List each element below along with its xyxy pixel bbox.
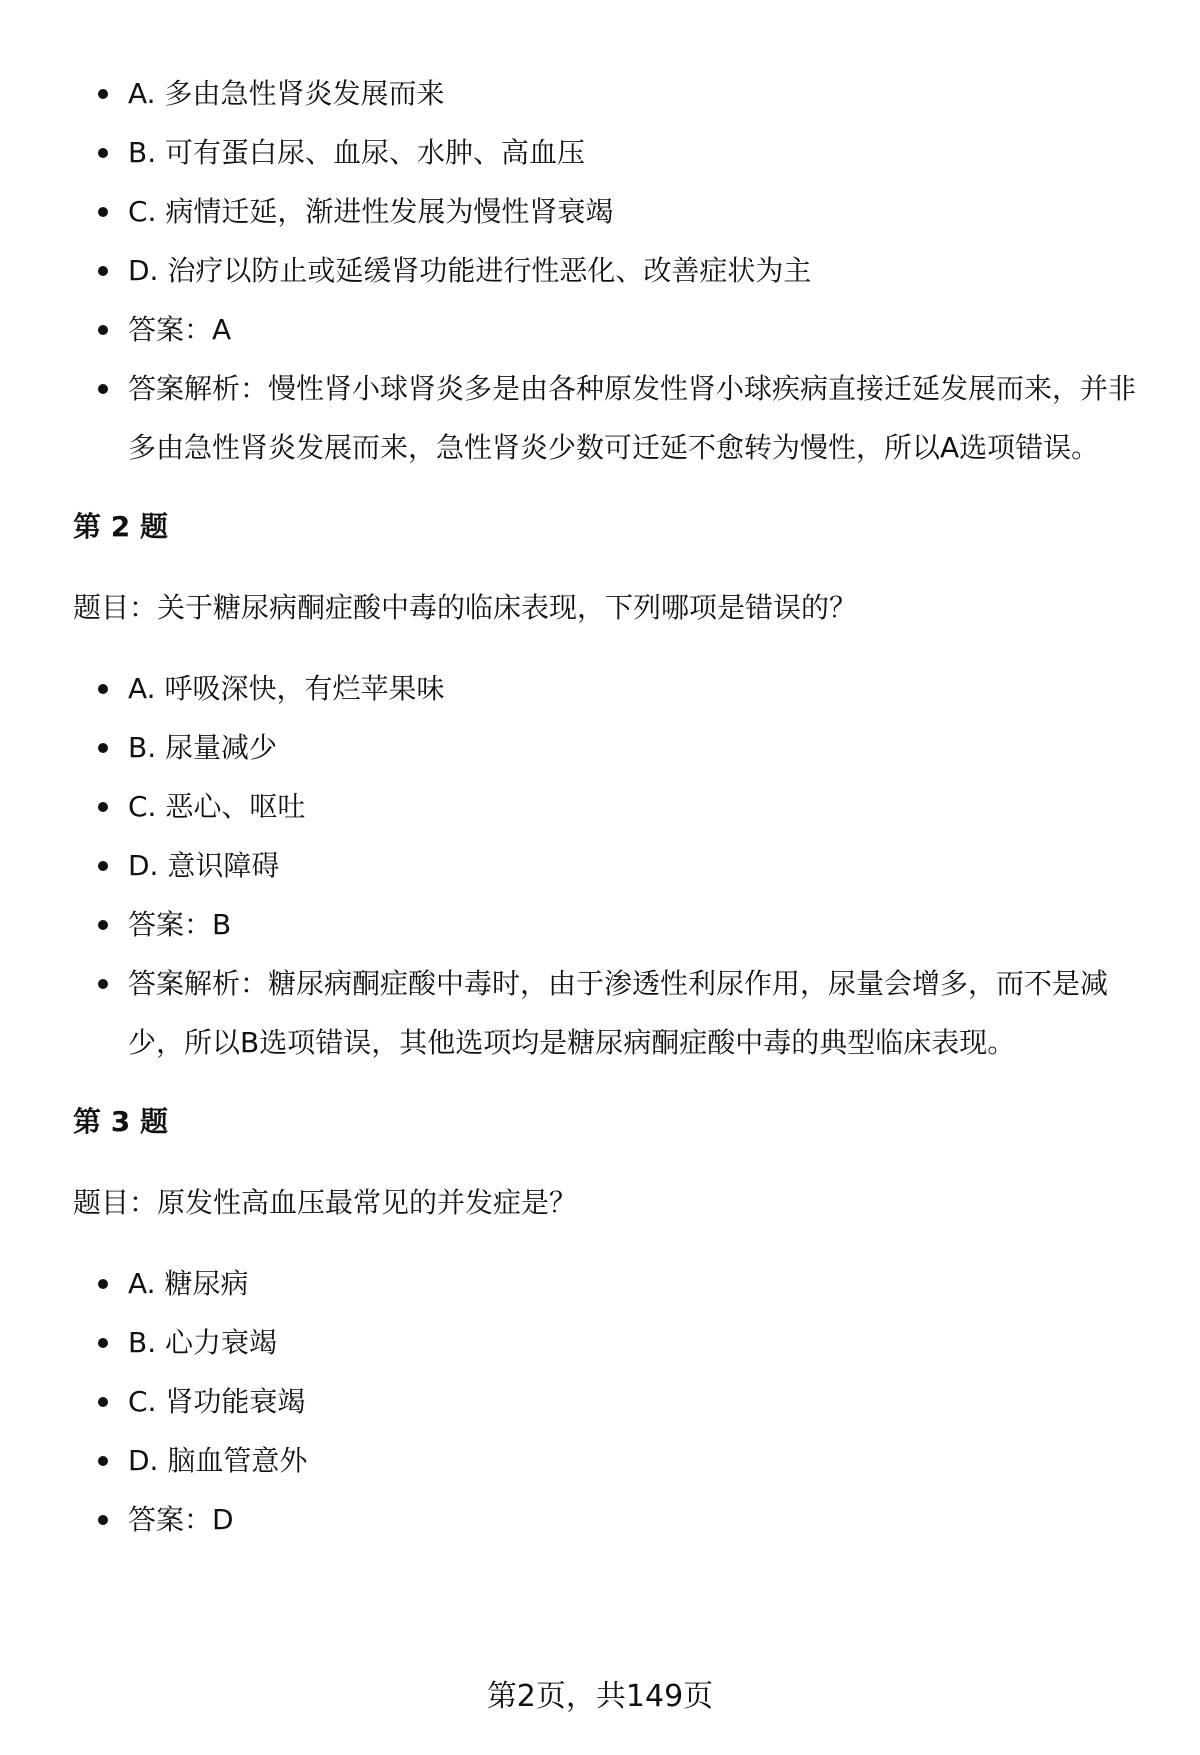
q1-option-a: A. 多由急性肾炎发展而来 xyxy=(73,64,1153,123)
q1-option-b: B. 可有蛋白尿、血尿、水肿、高血压 xyxy=(73,123,1153,182)
q3-answer: 答案：D xyxy=(73,1490,1153,1549)
q2-explanation: 答案解析：糖尿病酮症酸中毒时，由于渗透性利尿作用，尿量会增多，而不是减少，所以B选项错误，其他选项均是糖尿病酮症酸中毒的典型临床表现。 xyxy=(73,954,1153,1072)
q2-option-list xyxy=(73,659,1153,1072)
q2-heading: 第 2 题 xyxy=(73,510,168,543)
q1-explanation: 答案解析：慢性肾小球肾炎多是由各种原发性肾小球疾病直接迁延发展而来，并非多由急性肾炎发展而来，急性肾炎少数可迁延不愈转为慢性，所以A选项错误。 xyxy=(73,359,1153,477)
q3-option-a: A. 糖尿病 xyxy=(73,1254,1153,1313)
q3-heading: 第 3 题 xyxy=(73,1105,168,1138)
q1-answer: 答案：A xyxy=(73,300,1153,359)
q2-option-a: A. 呼吸深快，有烂苹果味 xyxy=(73,659,1153,718)
q3-option-d: D. 脑血管意外 xyxy=(73,1431,1153,1490)
q2-option-b: B. 尿量减少 xyxy=(73,718,1153,777)
q2-option-c: C. 恶心、呕吐 xyxy=(73,777,1153,836)
q1-option-d: D. 治疗以防止或延缓肾功能进行性恶化、改善症状为主 xyxy=(73,241,1153,300)
q1-option-c: C. 病情迁延，渐进性发展为慢性肾衰竭 xyxy=(73,182,1153,241)
q2-stem: 题目：关于糖尿病酮症酸中毒的临床表现，下列哪项是错误的？ xyxy=(73,591,858,624)
q3-option-b: B. 心力衰竭 xyxy=(73,1313,1153,1372)
q3-option-list xyxy=(73,1254,1153,1549)
q3-option-c: C. 肾功能衰竭 xyxy=(73,1372,1153,1431)
document-content xyxy=(73,64,1153,1549)
q3-stem: 题目：原发性高血压最常见的并发症是？ xyxy=(73,1186,578,1219)
q1-option-list xyxy=(73,64,1153,477)
q2-option-d: D. 意识障碍 xyxy=(73,836,1153,895)
page-footer: 第2页，共149页 xyxy=(486,1679,714,1714)
q2-answer: 答案：B xyxy=(73,895,1153,954)
